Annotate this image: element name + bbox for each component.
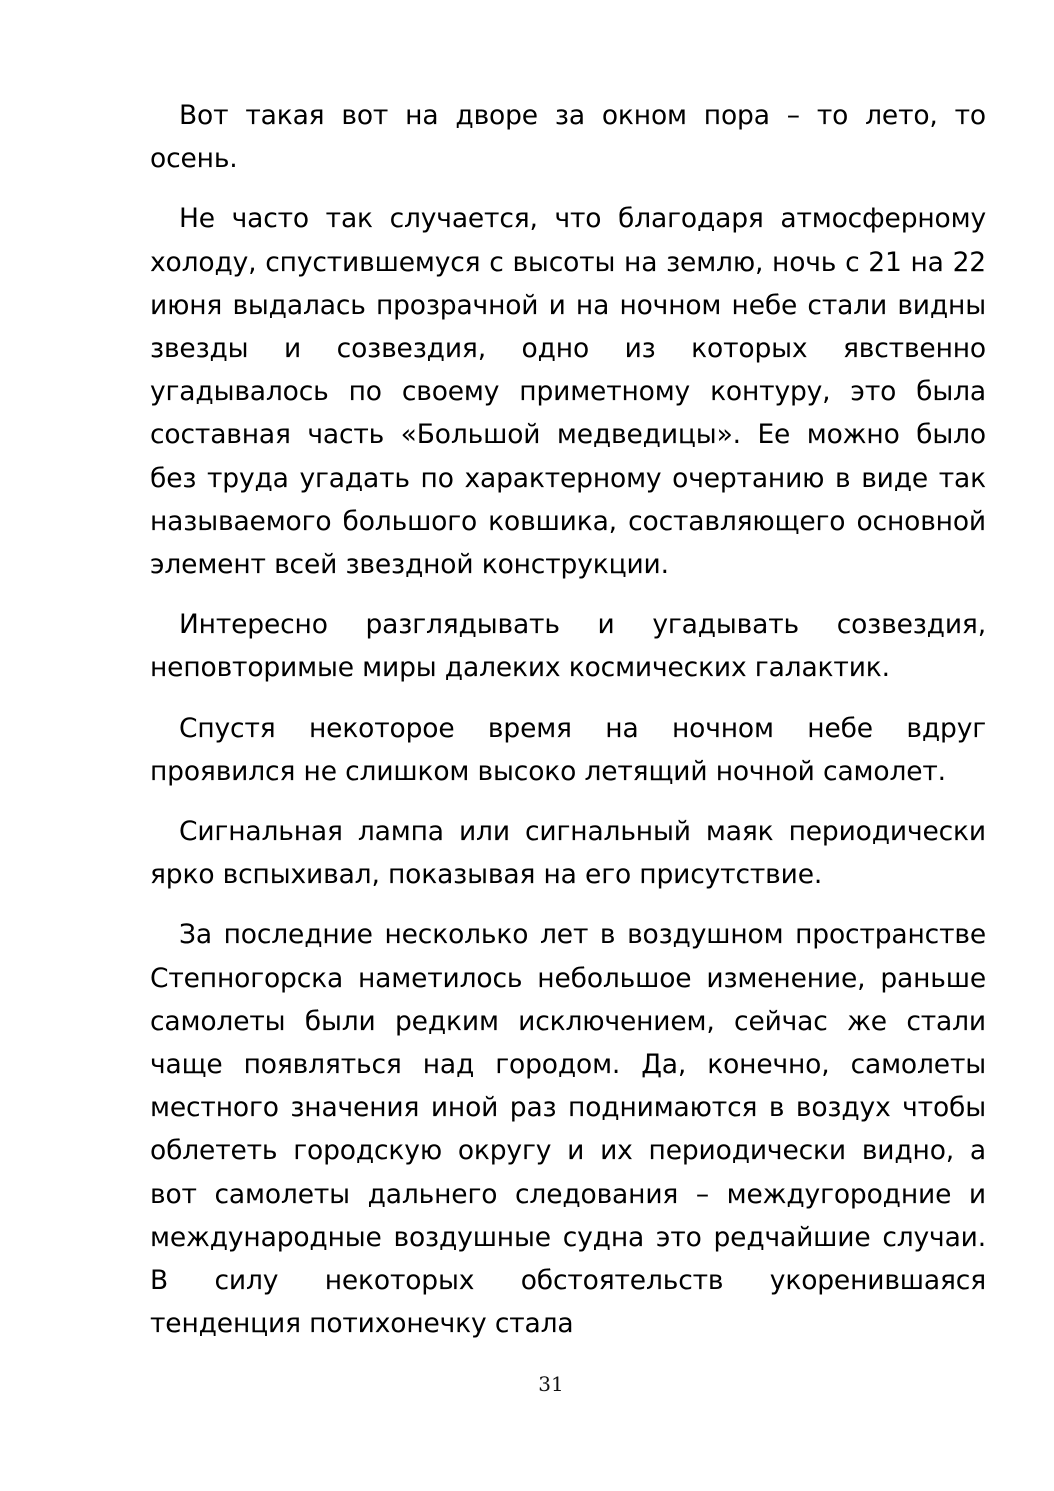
paragraph-3: Интересно разглядывать и угадывать созвездия, неповторимые миры далеких космических галактик. bbox=[150, 609, 986, 684]
paragraph-6: За последние несколько лет в воздушном пространстве Степногорска наметилось небольшое изменение, раньше самолеты были редким исключением, сейчас же стали чаще появляться над городом. Да, конечно, самолеты местного значения иной раз поднимаются в воздух чтобы облететь городскую округу и их периодически видно, а вот самолеты дальнего следования – междугородние и международные воздушные судна это редчайшие случаи. В силу некоторых обстоятельств укоренившаяся тенденция потихонечку стала bbox=[150, 919, 986, 1340]
body-text-block bbox=[150, 94, 986, 1345]
page-number: 31 bbox=[538, 1372, 564, 1396]
paragraph-1: Вот такая вот на дворе за окном пора – то лето, то осень. bbox=[150, 100, 986, 175]
paragraph-2: Не часто так случается, что благодаря атмосферному холоду, спустившемуся с высоты на землю, ночь с 21 на 22 июня выдалась прозрачной и на ночном небе стали видны звезды и созвездия, одно из которых явственно угадывалось по своему приметному контуру, это была составная часть «Большой медведицы». Ее можно было без труда угадать по характерному очертанию в виде так называемого большого ковшика, составляющего основной элемент всей звездной конструкции. bbox=[150, 203, 986, 581]
paragraph-5: Сигнальная лампа или сигнальный маяк периодически ярко вспыхивал, показывая на его присутствие. bbox=[150, 816, 986, 891]
paragraph-4: Спустя некоторое время на ночном небе вдруг проявился не слишком высоко летящий ночной самолет. bbox=[150, 712, 986, 787]
